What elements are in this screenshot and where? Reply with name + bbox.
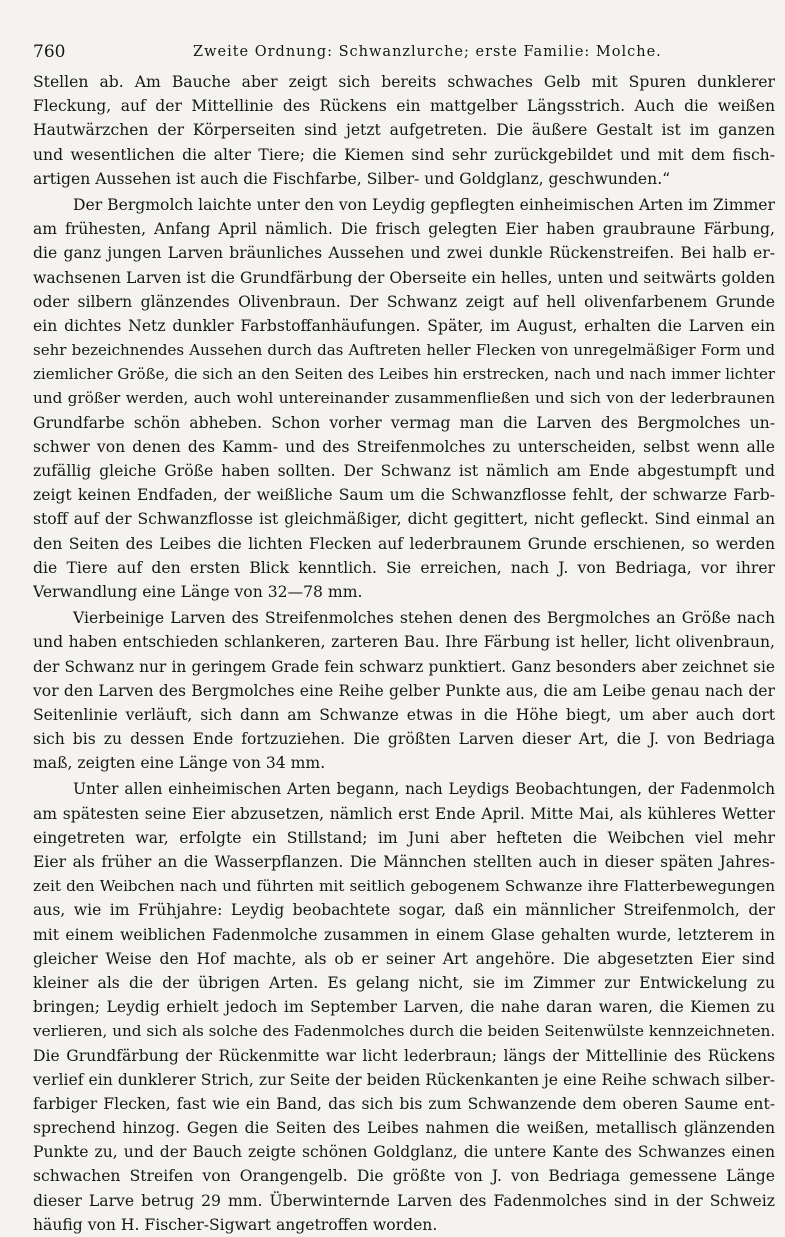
- paragraph: [33, 606, 775, 775]
- text-line: der Schwanz nur in geringem Grade fein schwarz punktiert. Ganz besonders aber zeichnet sie: [33, 657, 775, 676]
- text-line: häufig von H. Fischer-Sigwart angetroffen worden.: [33, 1215, 438, 1234]
- text-line: und haben entschieden schlankeren, zarteren Bau. Ihre Färbung ist heller, licht olivenbraun,: [33, 633, 775, 652]
- text-line: Unter allen einheimischen Arten begann, nach Leydigs Beobachtungen, der Fadenmolch: [73, 780, 775, 799]
- page-header: [33, 40, 773, 64]
- text-line: Eier als früher an die Wasserpflanzen. Die Männchen stellten auch in dieser späten Jahres-: [33, 853, 775, 871]
- text-line: Punkte zu, und der Bauch zeigte schönen Goldglanz, die untere Kante des Schwanzes einen: [33, 1143, 775, 1162]
- text-line: die ganz jungen Larven bräunliches Aussehen und zwei dunkle Rückenstreifen. Bei halb er-: [33, 244, 775, 263]
- text-line: Hautwärzchen der Körperseiten sind jetzt aufgetreten. Die äußere Gestalt ist im ganzen: [33, 121, 775, 140]
- text-line: stoff auf der Schwanzflosse ist gleichmäßiger, dicht gegittert, nicht gefleckt. Sind einmal an: [33, 510, 775, 529]
- text-line: zeit den Weibchen nach und führten mit seitlich gebogenem Schwanze ihre Flatterbewegungen: [33, 877, 775, 896]
- paragraph: [33, 193, 775, 604]
- page-number: 760: [33, 42, 66, 62]
- text-line: sich bis zu dessen Ende fortzuziehen. Die größten Larven dieser Art, die J. von Bedriaga: [33, 730, 775, 749]
- text-line: zufällig gleiche Größe haben sollten. Der Schwanz ist nämlich am Ende abgestumpft und: [33, 462, 775, 480]
- text-line: die Tiere auf den ersten Blick kenntlich. Sie erreichen, nach J. von Bedriaga, vor ihrer: [33, 558, 775, 577]
- text-line: und wesentlichen die alter Tiere; die Kiemen sind sehr zurückgebildet und mit dem fisch-: [33, 145, 775, 164]
- text-line: eingetreten war, erfolgte ein Stillstand; im Juni aber hefteten die Weibchen viel mehr: [33, 828, 775, 847]
- text-line: vor den Larven des Bergmolches eine Reihe gelber Punkte aus, die am Leibe genau nach der: [33, 681, 775, 700]
- text-line: verlieren, und sich als solche des Fadenmolches durch die beiden Seitenwülste kennzeichneten.: [33, 1022, 775, 1041]
- text-line: bringen; Leydig erhielt jedoch im September Larven, die nahe daran waren, die Kiemen zu: [33, 998, 775, 1017]
- paragraph: [33, 777, 775, 1237]
- text-line: und größer werden, auch wohl untereinander zusammenfließen und sich von der lederbraunen: [33, 389, 775, 408]
- text-line: artigen Aussehen ist auch die Fischfarbe, Silber- und Goldglanz, geschwunden.“: [33, 169, 671, 188]
- text-line: Stellen ab. Am Bauche aber zeigt sich bereits schwaches Gelb mit Spuren dunklerer: [33, 73, 775, 91]
- text-line: schwachen Streifen von Orangengelb. Die größte von J. von Bedriaga gemessene Länge: [33, 1167, 775, 1186]
- text-line: Der Bergmolch laichte unter den von Leydig gepflegten einheimischen Arten im Zimmer: [73, 195, 775, 214]
- text-line: oder silbern glänzendes Olivenbraun. Der Schwanz zeigt auf hell olivenfarbenem Grunde: [33, 292, 775, 311]
- paragraph: [33, 70, 775, 191]
- body-text: [33, 70, 775, 1237]
- text-line: ein dichtes Netz dunkler Farbstoffanhäufungen. Später, im August, erhalten die Larven ein: [33, 316, 775, 335]
- text-line: verlief ein dunklerer Strich, zur Seite der beiden Rückenkanten je eine Reihe schwach silber-: [33, 1070, 775, 1089]
- text-line: mit einem weiblichen Fadenmolche zusammen in einem Glase gehalten wurde, letzterem in: [33, 925, 775, 944]
- text-line: Grundfarbe schön abheben. Schon vorher vermag man die Larven des Bergmolches un-: [33, 413, 775, 432]
- text-line: Seitenlinie verläuft, sich dann am Schwanze etwas in die Höhe biegt, um aber auch dort: [33, 705, 775, 724]
- text-line: sehr bezeichnendes Aussehen durch das Auftreten heller Flecken von unregelmäßiger Form und: [33, 341, 775, 360]
- text-line: Vierbeinige Larven des Streifenmolches stehen denen des Bergmolches an Größe nach: [73, 609, 775, 628]
- running-head: Zweite Ordnung: Schwanzlurche; erste Familie: Molche.: [193, 44, 662, 60]
- text-line: Fleckung, auf der Mittellinie des Rückens ein mattgelber Längsstrich. Auch die weißen: [33, 97, 775, 116]
- text-line: zeigt keinen Endfaden, der weißliche Saum um die Schwanzflosse fehlt, der schwarze Farb-: [33, 486, 775, 505]
- text-line: wachsenen Larven ist die Grundfärbung der Oberseite ein helles, unten und seitwärts golden: [33, 268, 775, 287]
- text-line: maß, zeigten eine Länge von 34 mm.: [33, 754, 326, 773]
- text-line: dieser Larve betrug 29 mm. Überwinternde Larven des Fadenmolches sind in der Schweiz: [33, 1191, 775, 1210]
- text-line: am spätesten seine Eier abzusetzen, nämlich erst Ende April. Mitte Mai, als kühleres Wetter: [33, 804, 775, 823]
- text-line: gleicher Weise den Hof machte, als ob er seiner Art angehöre. Die abgesetzten Eier sind: [33, 949, 775, 968]
- text-line: kleiner als die der übrigen Arten. Es gelang nicht, sie im Zimmer zur Entwickelung zu: [33, 973, 775, 992]
- text-line: den Seiten des Leibes die lichten Flecken auf lederbraunem Grunde erschienen, so werden: [33, 534, 775, 553]
- text-line: schwer von denen des Kamm- und des Streifenmolches zu unterscheiden, selbst wenn alle: [33, 437, 775, 456]
- text-line: ziemlicher Größe, die sich an den Seiten des Leibes hin erstrecken, nach und nach immer lichter: [33, 365, 775, 384]
- text-line: am frühesten, Anfang April nämlich. Die frisch gelegten Eier haben graubraune Färbung,: [33, 220, 775, 239]
- text-line: farbiger Flecken, fast wie ein Band, das sich bis zum Schwanzende dem oberen Saume ent-: [33, 1094, 775, 1113]
- text-line: Die Grundfärbung der Rückenmitte war licht lederbraun; längs der Mittellinie des Rückens: [33, 1046, 775, 1065]
- text-line: sprechend hinzog. Gegen die Seiten des Leibes nahmen die weißen, metallisch glänzenden: [33, 1119, 775, 1138]
- text-line: Verwandlung eine Länge von 32—78 mm.: [33, 582, 363, 601]
- text-line: aus, wie im Frühjahre: Leydig beobachtete sogar, daß ein männlicher Streifenmolch, der: [33, 901, 775, 920]
